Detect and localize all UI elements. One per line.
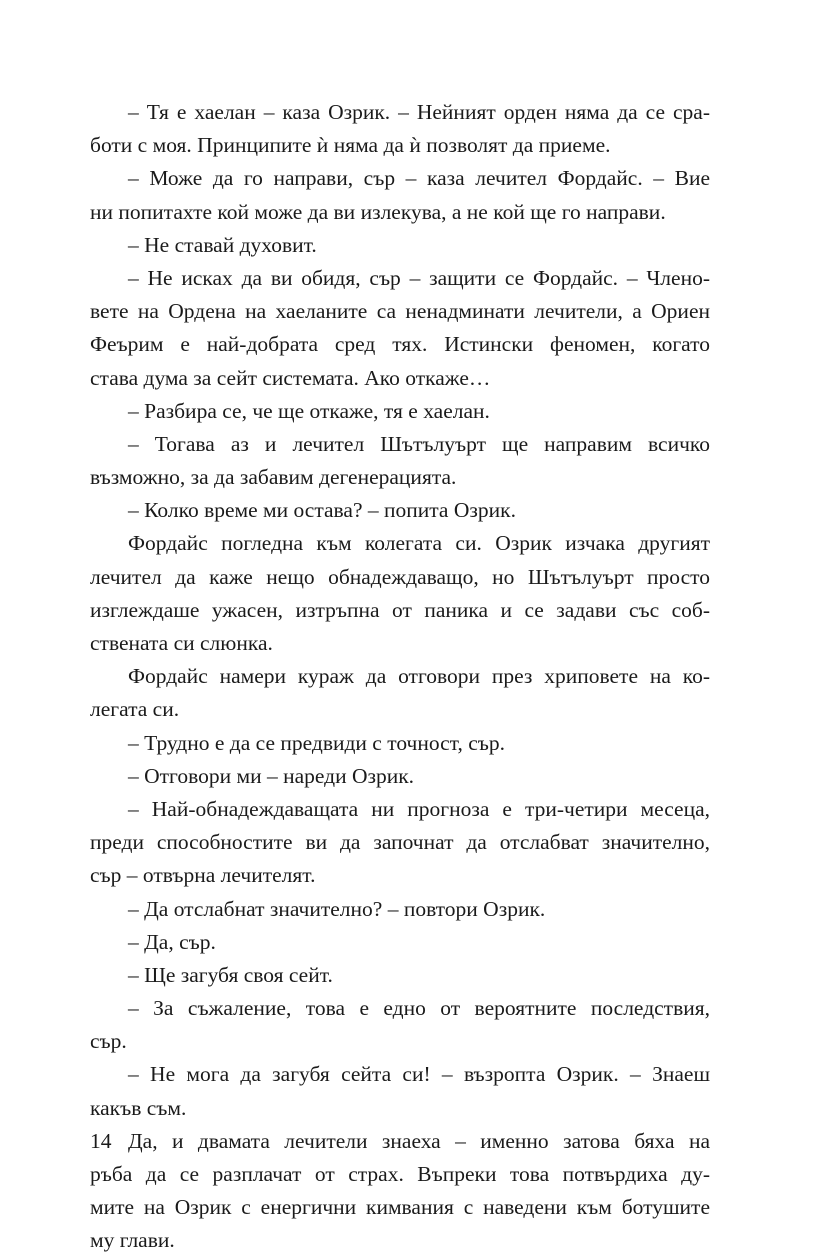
text-line: мите на Озрик с енергични кимвания с наведени към ботушите [90, 1195, 710, 1220]
page-body [90, 96, 710, 1258]
text-line: – Не мога да загубя сейта си! – възропта Озрик. – Знаеш [128, 1062, 710, 1087]
text-line: – Колко време ми остава? – попита Озрик. [128, 498, 516, 523]
text-line: ни попитахте кой може да ви излекува, а не кой ще го направи. [90, 199, 666, 224]
text-line: му глави. [90, 1228, 175, 1253]
text-line: Фордайс погледна към колегата си. Озрик изчака другият [128, 531, 710, 556]
text-line: лечител да каже нещо обнадеждаващо, но Шътълуърт просто [90, 564, 710, 589]
text-line: ръба да се разплачат от страх. Въпреки това потвърдиха ду- [90, 1162, 710, 1186]
text-line: – Тогава аз и лечител Шътълуърт ще направим всичко [128, 431, 710, 456]
text-line: – Трудно е да се предвиди с точност, сър. [128, 730, 505, 755]
text-line: легата си. [90, 697, 180, 722]
text-line: – Не исках да ви обидя, сър – защити се Фордайс. – Члено- [128, 265, 710, 290]
text-line: какъв съм. [90, 1095, 187, 1120]
text-line: – Разбира се, че ще откаже, тя е хаелан. [128, 398, 490, 423]
text-line: – Най-обнадеждаващата ни прогноза е три-четири месеца, [128, 796, 710, 821]
text-line: боти с моя. Принципите ѝ няма да ѝ позволят да приеме. [90, 133, 611, 158]
text-line: – Да, сър. [128, 929, 216, 954]
text-line: – Ще загубя своя сейт. [128, 962, 333, 987]
text-line: Феърим е най-добрата сред тях. Истински феномен, когато [90, 332, 710, 357]
text-line: Фордайс намери кураж да отговори през хриповете на ко- [128, 664, 710, 689]
text-line: става дума за сейт системата. Ако откаже… [90, 365, 491, 390]
text-line: ствената си слюнка. [90, 631, 273, 655]
text-line: сър – отвърна лечителят. [90, 863, 316, 888]
text-line: – Отговори ми – нареди Озрик. [128, 763, 415, 788]
text-line: – Не ставай духовит. [128, 232, 317, 257]
text-line: – Може да го направи, сър – каза лечител Фордайс. – Вие [128, 166, 710, 191]
text-line: изглеждаше ужасен, изтръпна от паника и се задави със соб- [90, 597, 710, 622]
text-line: – Тя е хаелан – каза Озрик. – Нейният орден няма да се сра- [128, 100, 710, 124]
text-line: вете на Ордена на хаеланите са ненадминати лечители, а Ориен [90, 299, 710, 324]
page-number: 14 [90, 1129, 112, 1153]
text-line: възможно, за да забавим дегенерацията. [90, 465, 457, 490]
text-line: преди способностите ви да започнат да отслабват значително, [90, 830, 710, 855]
text-line: Да, и двамата лечители знаеха – именно затова бяха на [128, 1128, 710, 1153]
text-line: – За съжаление, това е едно от вероятните последствия, [128, 996, 710, 1021]
text-line: – Да отслабнат значително? – повтори Озрик. [128, 896, 546, 921]
text-line: сър. [90, 1029, 127, 1054]
